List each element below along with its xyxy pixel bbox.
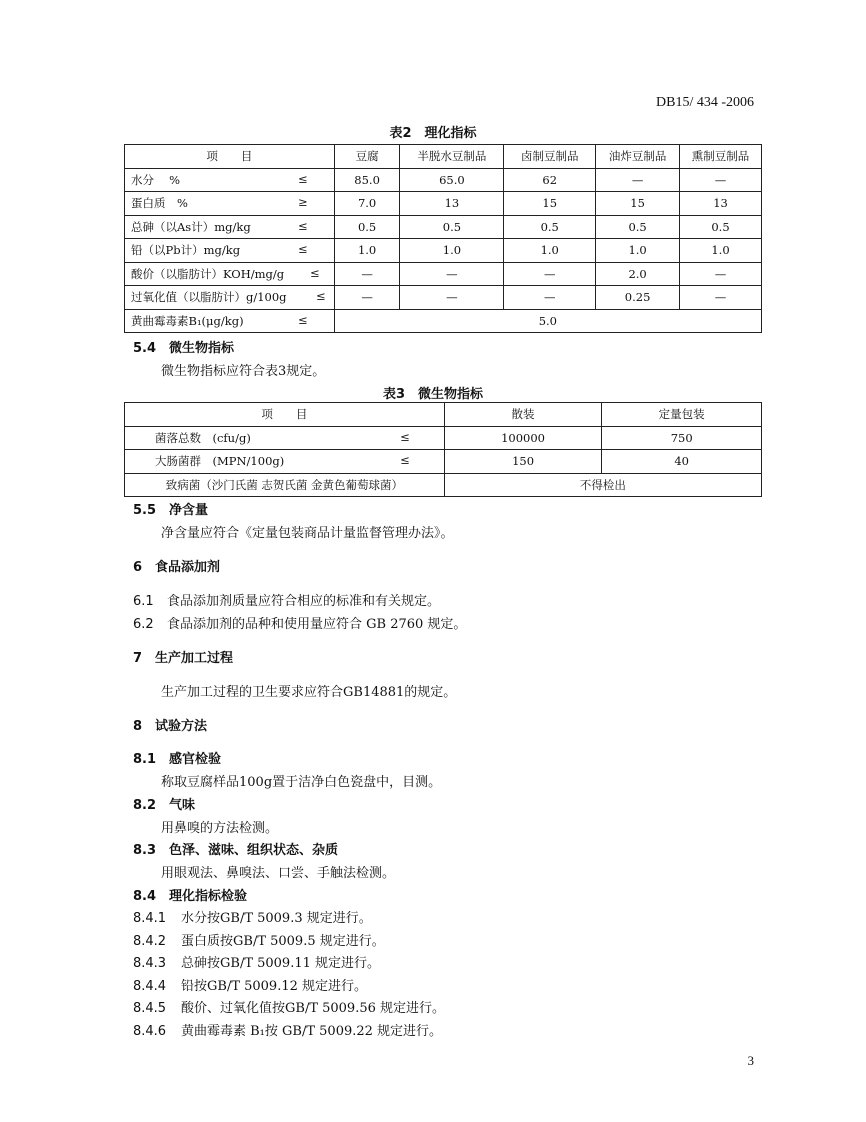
table-row (125, 262, 762, 286)
table2-physicochemical (124, 144, 762, 333)
table-cell: — (680, 168, 762, 192)
item-number: 8.4.2 (133, 934, 167, 949)
table-cell: 1.0 (596, 239, 680, 263)
table-header-row (125, 145, 762, 169)
row-label (125, 262, 335, 286)
list-item (133, 930, 385, 949)
row-label (125, 192, 335, 216)
comparator: ≤ (316, 289, 326, 303)
comparator: ≤ (298, 312, 308, 327)
list-item (133, 613, 466, 632)
item-text: 食品添加剂的品种和使用量应符合 GB 2760 规定。 (167, 617, 467, 632)
subsection-heading: 8.2 气味 (133, 798, 196, 813)
list-item (133, 1020, 442, 1039)
paragraph: 生产加工过程的卫生要求应符合GB14881的规定。 (161, 685, 457, 700)
table-cell: — (680, 286, 762, 310)
table-cell: 2.0 (596, 262, 680, 286)
row-label-text: 黄曲霉毒素B₁(μg/kg) (131, 313, 244, 328)
list-item (133, 997, 445, 1016)
row-label-text: 水分 % (131, 172, 181, 187)
column-header: 豆腐 (334, 145, 400, 169)
row-label-text: 铅（以Pb计）mg/kg (131, 243, 241, 258)
table-cell: 65.0 (400, 168, 504, 192)
table-cell: 85.0 (334, 168, 400, 192)
list-item (133, 975, 367, 994)
item-number: 8.4.3 (133, 956, 167, 971)
column-header: 项 目 (125, 403, 445, 427)
subsection-heading: 8.1 感官检验 (133, 752, 222, 767)
row-label-text: 菌落总数 (cfu/g) (155, 430, 251, 445)
table-cell: 150 (444, 450, 602, 474)
item-text: 总砷按GB/T 5009.11 规定进行。 (181, 956, 381, 971)
list-item (133, 907, 372, 926)
table-row (125, 426, 762, 450)
table-cell: 40 (602, 450, 762, 474)
table-row (125, 286, 762, 310)
table-cell: — (334, 286, 400, 310)
table3-caption: 表3 微生物指标 (382, 387, 484, 402)
row-label (125, 168, 335, 192)
table-row (125, 168, 762, 192)
document-number: DB15/ 434 -2006 (656, 95, 754, 110)
table-cell: 1.0 (400, 239, 504, 263)
subsection-heading: 8.4 理化指标检验 (133, 889, 248, 904)
section-heading: 5.4 微生物指标 (133, 341, 235, 356)
table-cell: — (400, 286, 504, 310)
comparator: ≤ (298, 242, 308, 256)
item-number: 8.4.1 (133, 911, 167, 926)
row-label-text: 总砷（以As计）mg/kg (131, 219, 251, 234)
item-number: 8.4.4 (133, 979, 167, 994)
item-number: 8.4.5 (133, 1001, 167, 1016)
table-cell: 100000 (444, 426, 602, 450)
table-cell: 62 (504, 168, 596, 192)
comparator: ≤ (400, 429, 410, 444)
table-cell: 0.5 (334, 215, 400, 239)
table-cell: — (504, 286, 596, 310)
section-heading: 7 生产加工过程 (133, 651, 234, 666)
table-cell: 0.5 (596, 215, 680, 239)
table-cell: 0.25 (596, 286, 680, 310)
paragraph: 用眼观法、鼻嗅法、口尝、手触法检测。 (161, 866, 396, 881)
table-cell: — (504, 262, 596, 286)
table-cell: — (680, 262, 762, 286)
row-label-text: 大肠菌群 (MPN/100g) (155, 454, 285, 469)
table-cell: — (334, 262, 400, 286)
table-cell: 1.0 (334, 239, 400, 263)
table-row (125, 239, 762, 263)
row-label (125, 239, 335, 263)
table-cell: 7.0 (334, 192, 400, 216)
comparator: ≤ (400, 453, 410, 467)
table-cell: — (400, 262, 504, 286)
table-cell: 13 (680, 192, 762, 216)
column-header: 项 目 (125, 145, 335, 169)
table-cell: 不得检出 (444, 473, 761, 497)
table-row (125, 450, 762, 474)
table-cell: 1.0 (680, 239, 762, 263)
item-number: 6.1 (133, 594, 154, 609)
page-number: 3 (747, 1053, 754, 1068)
table-cell: — (596, 168, 680, 192)
table-cell: 1.0 (504, 239, 596, 263)
item-text: 酸价、过氧化值按GB/T 5009.56 规定进行。 (181, 1001, 446, 1016)
item-number: 8.4.6 (133, 1024, 167, 1039)
table-cell: 0.5 (680, 215, 762, 239)
item-number: 6.2 (133, 617, 154, 632)
paragraph: 微生物指标应符合表3规定。 (161, 364, 326, 379)
comparator: ≤ (298, 218, 308, 233)
row-label: 致病菌（沙门氏菌 志贺氏菌 金黄色葡萄球菌） (125, 473, 445, 497)
row-label (125, 426, 445, 450)
row-label-text: 蛋白质 % (131, 196, 188, 211)
table-cell: 13 (400, 192, 504, 216)
section-heading: 8 试验方法 (133, 719, 208, 734)
list-item (133, 952, 380, 971)
table-header-row (125, 403, 762, 427)
item-text: 黄曲霉毒素 B₁按 GB/T 5009.22 规定进行。 (181, 1024, 443, 1039)
table-cell: 15 (596, 192, 680, 216)
item-text: 铅按GB/T 5009.12 规定进行。 (181, 979, 368, 994)
item-text: 食品添加剂质量应符合相应的标准和有关规定。 (167, 594, 441, 609)
row-label (125, 215, 335, 239)
list-item (133, 590, 440, 609)
table-cell: 15 (504, 192, 596, 216)
section-heading: 6 食品添加剂 (133, 560, 221, 575)
row-label-text: 酸价（以脂肪计）KOH/mg/g (131, 266, 285, 281)
column-header: 定量包装 (602, 403, 762, 427)
subsection-heading: 8.3 色泽、滋味、组织状态、杂质 (133, 843, 339, 858)
table-cell: 0.5 (400, 215, 504, 239)
column-header: 半脱水豆制品 (400, 145, 504, 169)
paragraph: 称取豆腐样品100g置于洁净白色瓷盘中，目测。 (161, 775, 442, 790)
column-header: 油炸豆制品 (596, 145, 680, 169)
table-row (125, 309, 762, 333)
table-row (125, 215, 762, 239)
row-label-text: 过氧化值（以脂肪计）g/100g (131, 290, 287, 305)
table2-caption: 表2 理化指标 (389, 126, 477, 141)
table-row (125, 192, 762, 216)
table-cell: 5.0 (334, 309, 761, 333)
item-text: 水分按GB/T 5009.3 规定进行。 (181, 911, 372, 926)
item-text: 蛋白质按GB/T 5009.5 规定进行。 (181, 934, 385, 949)
row-label (125, 309, 335, 333)
paragraph: 用鼻嗅的方法检测。 (161, 821, 279, 836)
column-header: 熏制豆制品 (680, 145, 762, 169)
row-label (125, 450, 445, 474)
table-cell: 0.5 (504, 215, 596, 239)
row-label (125, 286, 335, 310)
table-row (125, 473, 762, 497)
column-header: 卤制豆制品 (504, 145, 596, 169)
comparator: ≥ (298, 195, 308, 209)
table3-microbiological (124, 402, 762, 497)
column-header: 散装 (444, 403, 602, 427)
paragraph: 净含量应符合《定量包装商品计量监督管理办法》。 (161, 526, 454, 541)
comparator: ≤ (310, 265, 320, 280)
comparator: ≤ (298, 171, 308, 186)
section-heading: 5.5 净含量 (133, 503, 209, 518)
table-cell: 750 (602, 426, 762, 450)
